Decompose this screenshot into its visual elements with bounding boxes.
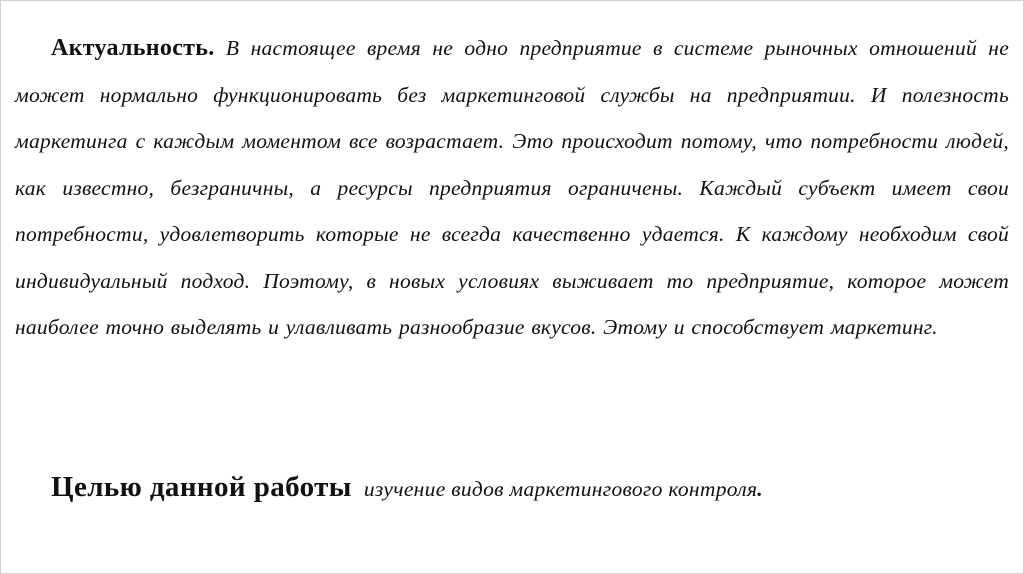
goal-text: изучение видов маркетингового контроля bbox=[363, 477, 758, 501]
goal-end-mark: . bbox=[757, 477, 763, 501]
relevance-heading: Актуальность. bbox=[51, 35, 215, 61]
relevance-text: В настоящее время не одно предприятие в системе рыночных отношений не может нормально функционировать без маркетинговой службы на предприятии. И полезность маркетинга с каждым моментом все возрастает. Это происходит потому, что потребности людей, как известно, безграничны, а ресурсы предприятия ограничены. Каждый субъект имеет свои потребности, удовлетворить которые не всегда качественно удается. К каждому необходим свой индивидуальный подход. Поэтому, в новых условиях выживает то предприятие, которое может наиболее точно выделять и улавливать разнообразие вкусов. Этому и способствует маркетинг. bbox=[15, 36, 1010, 339]
relevance-paragraph bbox=[15, 25, 1009, 351]
goal-heading: Целью данной работы bbox=[51, 471, 352, 503]
goal-line bbox=[51, 471, 763, 504]
